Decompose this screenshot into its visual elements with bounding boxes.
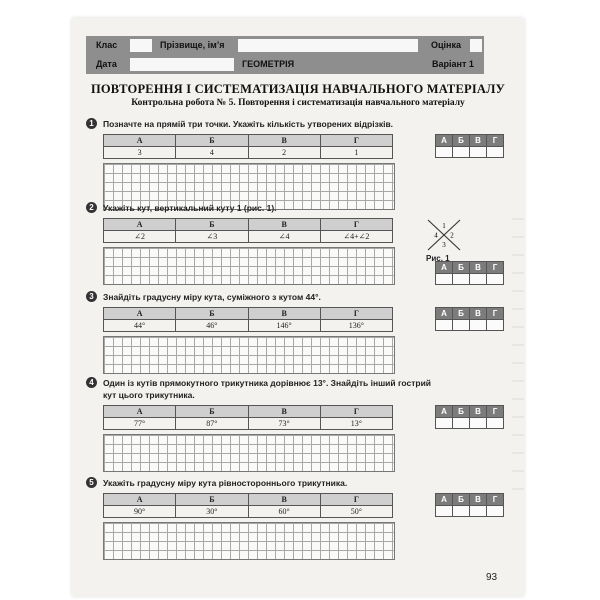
option-value: 4 bbox=[176, 147, 248, 159]
task-number: 2 bbox=[86, 202, 97, 213]
angle-label: 2 bbox=[450, 231, 454, 240]
option-letter: В bbox=[248, 308, 320, 320]
class-label: Клас bbox=[96, 40, 118, 50]
option-value: 90° bbox=[104, 506, 176, 518]
worksheet-page bbox=[72, 18, 524, 596]
date-label: Дата bbox=[96, 59, 117, 69]
task-number: 3 bbox=[86, 291, 97, 302]
option-value: 13° bbox=[320, 418, 392, 430]
answer-cell[interactable] bbox=[436, 274, 453, 285]
option-letter: Г bbox=[320, 308, 392, 320]
option-letter: А bbox=[104, 406, 176, 418]
answer-letter: В bbox=[470, 308, 487, 320]
answer-box bbox=[435, 307, 504, 331]
answer-cell[interactable] bbox=[470, 506, 487, 517]
task-text: Знайдіть градусну міру кута, суміжного з кутом 44°. bbox=[103, 292, 321, 302]
answer-cell[interactable] bbox=[453, 506, 470, 517]
task-number: 5 bbox=[86, 477, 97, 488]
answer-box bbox=[435, 261, 504, 285]
task-text: Укажіть градусну міру кута рівностороннього трикутника. bbox=[103, 478, 348, 488]
option-value: 77° bbox=[104, 418, 176, 430]
option-letter: Г bbox=[320, 406, 392, 418]
work-grid[interactable] bbox=[103, 522, 395, 560]
task-text: Позначте на прямій три точки. Укажіть кількість утворених відрізків. bbox=[103, 119, 394, 129]
answer-letter: А bbox=[436, 262, 453, 274]
options-table bbox=[103, 134, 393, 159]
answer-cell[interactable] bbox=[453, 320, 470, 331]
answer-cell[interactable] bbox=[453, 274, 470, 285]
option-letter: Г bbox=[320, 494, 392, 506]
bleed-through-shadow bbox=[512, 218, 524, 498]
answer-cell[interactable] bbox=[470, 274, 487, 285]
name-field[interactable] bbox=[238, 39, 418, 52]
answer-letter: Г bbox=[487, 494, 504, 506]
angle-label: 4 bbox=[434, 231, 438, 240]
answer-letter: А bbox=[436, 494, 453, 506]
option-letter: Г bbox=[320, 219, 392, 231]
option-value: 73° bbox=[248, 418, 320, 430]
page-title: ПОВТОРЕННЯ І СИСТЕМАТИЗАЦІЯ НАВЧАЛЬНОГО МАТЕРІАЛУ bbox=[90, 82, 506, 96]
option-value: ∠4+∠2 bbox=[320, 231, 392, 243]
subject-label: ГЕОМЕТРІЯ bbox=[242, 59, 295, 69]
option-value: 50° bbox=[320, 506, 392, 518]
answer-letter: В bbox=[470, 262, 487, 274]
page-number: 93 bbox=[486, 572, 498, 583]
option-letter: В bbox=[248, 406, 320, 418]
grade-label: Оцінка bbox=[431, 40, 461, 50]
answer-letter: А bbox=[436, 308, 453, 320]
answer-letter: Б bbox=[453, 135, 470, 147]
student-info-header bbox=[86, 36, 484, 74]
option-value: 60° bbox=[248, 506, 320, 518]
angle-label: 3 bbox=[442, 241, 446, 249]
options-table bbox=[103, 493, 393, 518]
option-letter: Г bbox=[320, 135, 392, 147]
option-value: 44° bbox=[104, 320, 176, 332]
option-value: ∠2 bbox=[104, 231, 176, 243]
page-subtitle: Контрольна робота № 5. Повторення і систематизація навчального матеріалу bbox=[131, 98, 465, 108]
answer-letter: А bbox=[436, 406, 453, 418]
work-grid[interactable] bbox=[103, 336, 395, 374]
answer-cell[interactable] bbox=[453, 147, 470, 158]
task-text: Укажіть кут, вертикальний куту 1 (рис. 1). bbox=[103, 203, 277, 213]
work-grid[interactable] bbox=[103, 247, 395, 285]
answer-letter: Г bbox=[487, 406, 504, 418]
answer-cell[interactable] bbox=[453, 418, 470, 429]
answer-cell[interactable] bbox=[487, 418, 504, 429]
answer-box bbox=[435, 493, 504, 517]
name-label: Прізвище, ім’я bbox=[160, 40, 225, 50]
answer-letter: В bbox=[470, 494, 487, 506]
answer-cell[interactable] bbox=[470, 320, 487, 331]
variant-label: Варіант 1 bbox=[432, 59, 474, 69]
option-value: 146° bbox=[248, 320, 320, 332]
option-value: 46° bbox=[176, 320, 248, 332]
option-value: 136° bbox=[320, 320, 392, 332]
option-value: ∠4 bbox=[248, 231, 320, 243]
options-table bbox=[103, 405, 393, 430]
option-value: 3 bbox=[104, 147, 176, 159]
answer-cell[interactable] bbox=[436, 418, 453, 429]
option-letter: А bbox=[104, 219, 176, 231]
header-row-1 bbox=[86, 36, 484, 55]
answer-letter: Г bbox=[487, 262, 504, 274]
option-value: 87° bbox=[176, 418, 248, 430]
answer-box bbox=[435, 134, 504, 158]
options-table bbox=[103, 218, 393, 243]
answer-letter: Г bbox=[487, 135, 504, 147]
figure-caption: Рис. 1 bbox=[426, 254, 450, 263]
answer-cell[interactable] bbox=[487, 320, 504, 331]
option-value: ∠3 bbox=[176, 231, 248, 243]
option-letter: А bbox=[104, 135, 176, 147]
figure-1-intersecting-lines bbox=[426, 218, 462, 252]
option-letter: Б bbox=[176, 308, 248, 320]
task-text: Один із кутів прямокутного трикутника дорівнює 13°. Знайдіть інший гострий кут цього трикутника. bbox=[103, 378, 432, 400]
answer-letter: Б bbox=[453, 262, 470, 274]
option-letter: Б bbox=[176, 406, 248, 418]
option-value: 30° bbox=[176, 506, 248, 518]
header-row-2 bbox=[86, 55, 484, 74]
option-value: 1 bbox=[320, 147, 392, 159]
task-number: 1 bbox=[86, 118, 97, 129]
option-letter: В bbox=[248, 494, 320, 506]
option-letter: В bbox=[248, 135, 320, 147]
answer-box bbox=[435, 405, 504, 429]
option-letter: Б bbox=[176, 135, 248, 147]
answer-cell[interactable] bbox=[470, 418, 487, 429]
options-table bbox=[103, 307, 393, 332]
work-grid[interactable] bbox=[103, 434, 395, 472]
answer-cell[interactable] bbox=[487, 506, 504, 517]
grade-field[interactable] bbox=[470, 39, 482, 52]
option-letter: А bbox=[104, 308, 176, 320]
option-value: 2 bbox=[248, 147, 320, 159]
answer-cell[interactable] bbox=[436, 506, 453, 517]
answer-letter: А bbox=[436, 135, 453, 147]
class-field[interactable] bbox=[130, 39, 152, 52]
answer-cell[interactable] bbox=[436, 320, 453, 331]
answer-cell[interactable] bbox=[470, 147, 487, 158]
answer-letter: Б bbox=[453, 494, 470, 506]
task-number: 4 bbox=[86, 377, 97, 388]
date-field[interactable] bbox=[130, 58, 234, 71]
answer-cell[interactable] bbox=[487, 274, 504, 285]
answer-letter: Б bbox=[453, 308, 470, 320]
option-letter: В bbox=[248, 219, 320, 231]
answer-letter: Г bbox=[487, 308, 504, 320]
answer-cell[interactable] bbox=[436, 147, 453, 158]
option-letter: Б bbox=[176, 219, 248, 231]
answer-cell[interactable] bbox=[487, 147, 504, 158]
option-letter: Б bbox=[176, 494, 248, 506]
answer-letter: Б bbox=[453, 406, 470, 418]
option-letter: А bbox=[104, 494, 176, 506]
answer-letter: В bbox=[470, 406, 487, 418]
answer-letter: В bbox=[470, 135, 487, 147]
angle-label: 1 bbox=[442, 222, 446, 230]
